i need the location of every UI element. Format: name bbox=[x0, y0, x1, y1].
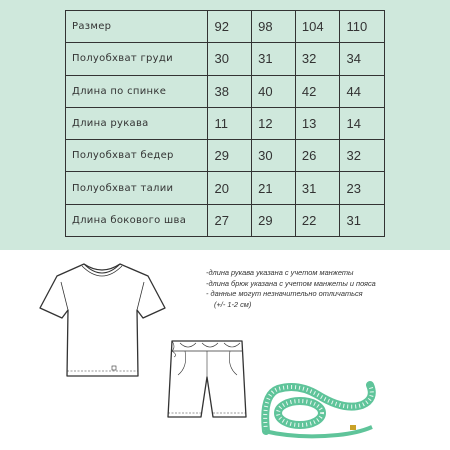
table-row bbox=[66, 204, 385, 236]
table-cell: 38 bbox=[208, 75, 252, 107]
note-sleeve-length: -длина рукава указана с учетом манжеты bbox=[206, 268, 354, 277]
size-chart-table bbox=[65, 10, 385, 237]
row-label: Полуобхват талии bbox=[66, 172, 208, 204]
table-cell: 92 bbox=[208, 11, 252, 43]
row-label: Размер bbox=[66, 11, 208, 43]
table-cell: 23 bbox=[340, 172, 385, 204]
table-cell: 110 bbox=[340, 11, 385, 43]
tshirt-drawing bbox=[35, 258, 170, 383]
table-row bbox=[66, 11, 385, 43]
table-cell: 104 bbox=[295, 11, 340, 43]
note-tolerance: (+/- 1-2 см) bbox=[214, 299, 252, 309]
note-pants-length: -длина брюк указана с учетом манжеты и пояса bbox=[206, 278, 376, 288]
row-label: Полуобхват бедер bbox=[66, 140, 208, 172]
table-cell: 30 bbox=[252, 140, 296, 172]
table-cell: 21 bbox=[252, 172, 296, 204]
table-row bbox=[66, 107, 385, 139]
table-cell: 27 bbox=[208, 204, 252, 236]
row-label: Длина по спинке bbox=[66, 75, 208, 107]
table-cell: 31 bbox=[295, 172, 340, 204]
table-cell: 98 bbox=[252, 11, 296, 43]
table-row bbox=[66, 140, 385, 172]
table-cell: 14 bbox=[340, 107, 385, 139]
table-cell: 13 bbox=[295, 107, 340, 139]
table-cell: 12 bbox=[252, 107, 296, 139]
table-cell: 22 bbox=[295, 204, 340, 236]
row-label: Полуобхват груди bbox=[66, 43, 208, 75]
table-cell: 32 bbox=[340, 140, 385, 172]
table-cell: 31 bbox=[252, 43, 296, 75]
table-cell: 29 bbox=[208, 140, 252, 172]
table-row bbox=[66, 172, 385, 204]
table-cell: 29 bbox=[252, 204, 296, 236]
shorts-drawing bbox=[160, 333, 255, 428]
table-cell: 20 bbox=[208, 172, 252, 204]
table-row bbox=[66, 43, 385, 75]
table-cell: 31 bbox=[340, 204, 385, 236]
note-data-variance: - данные могут незначительно отличаться bbox=[206, 289, 363, 298]
table-row bbox=[66, 75, 385, 107]
table-cell: 30 bbox=[208, 43, 252, 75]
table-cell: 11 bbox=[208, 107, 252, 139]
row-label: Длина бокового шва bbox=[66, 204, 208, 236]
row-label: Длина рукава bbox=[66, 107, 208, 139]
table-cell: 34 bbox=[340, 43, 385, 75]
table-cell: 40 bbox=[252, 75, 296, 107]
measuring-tape-image bbox=[258, 365, 380, 445]
table-cell: 26 bbox=[295, 140, 340, 172]
table-cell: 44 bbox=[340, 75, 385, 107]
table-cell: 32 bbox=[295, 43, 340, 75]
notes-block bbox=[206, 268, 446, 310]
table-cell: 42 bbox=[295, 75, 340, 107]
